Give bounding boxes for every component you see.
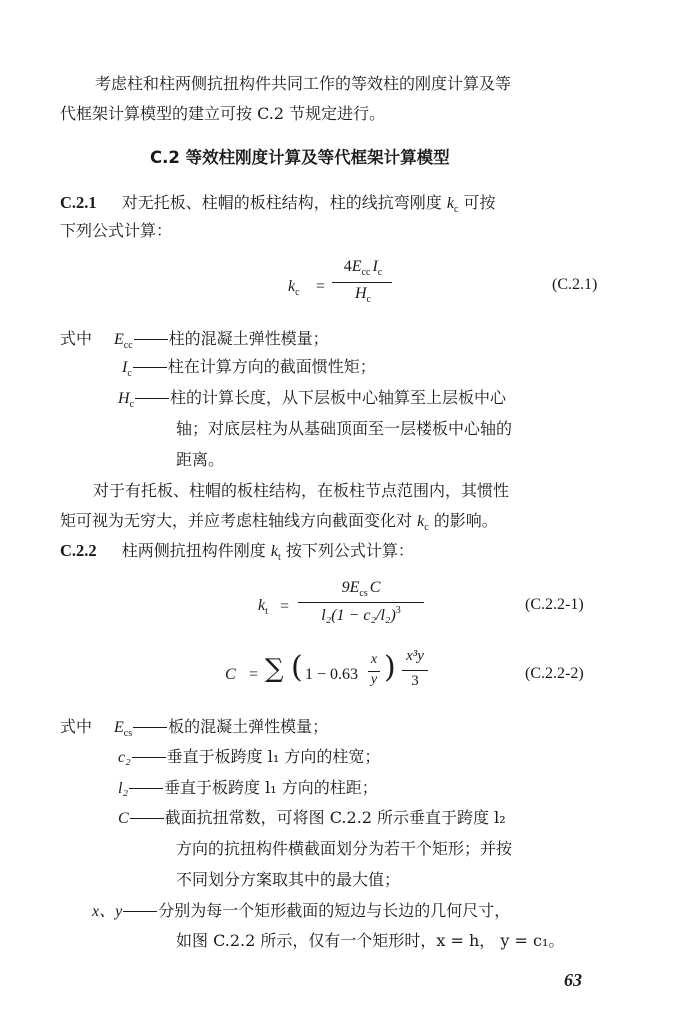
where2-item-xy: x、y 分别为每一个矩形截面的短边与长边的几何尺寸， bbox=[92, 901, 511, 920]
where2-item-l2: l₂ 垂直于板跨度 l₁ 方向的柱距； bbox=[118, 778, 378, 797]
eq2-numerator: $9E_{cs}$ C bbox=[341, 579, 381, 599]
clause-c21-number: C.2.1 bbox=[60, 193, 97, 212]
where2-c-cont-1: 方向的抗扭构件横截面划分为若干个矩形；并按 bbox=[176, 839, 513, 858]
eq2-fraction-bar bbox=[298, 602, 424, 603]
eq1-tag: (C.2.1) bbox=[552, 276, 598, 293]
eq3-rhs-numerator: x³y bbox=[406, 648, 424, 664]
where2-item-c2: c₂ 垂直于板跨度 l₁ 方向的柱宽； bbox=[118, 747, 381, 766]
where1-item-ic: $I_c$ 柱在计算方向的截面惯性矩； bbox=[122, 357, 376, 379]
section-title: C.2 等效柱刚度计算及等代框架计算模型 bbox=[150, 148, 450, 167]
eq3-equals: = bbox=[249, 666, 259, 683]
eq1-fraction-bar bbox=[332, 282, 392, 283]
where1-item-hc: $H_c$ 柱的计算长度，从下层板中心轴算至上层板中心 bbox=[118, 388, 507, 410]
eq1-denominator: $H_c$ bbox=[354, 285, 371, 305]
intro-line-2: 代框架计算模型的建立可按 C.2 节规定进行。 bbox=[60, 104, 386, 123]
where2-label: 式中 bbox=[60, 717, 93, 736]
eq2-tag: (C.2.2-1) bbox=[525, 596, 584, 613]
clause-c21-text: 对无托板、柱帽的板柱结构，柱的线抗弯刚度 bbox=[121, 193, 442, 212]
eq3-inner-numerator: x bbox=[370, 652, 378, 667]
eq3-rhs-denominator: 3 bbox=[411, 673, 419, 689]
clause-c22: C.2.2 柱两侧抗扭构件刚度 $k_t$ 按下列公式计算： bbox=[60, 541, 414, 563]
eq1-lhs: $k_c$ bbox=[288, 278, 300, 298]
clause-c22-number: C.2.2 bbox=[60, 541, 97, 560]
where2-xy-cont: 如图 C.2.2 所示，仅有一个矩形时，x = h， y = c₁。 bbox=[176, 931, 565, 950]
eq1-numerator: $4E_{cc}$ $I_c$ bbox=[343, 258, 383, 278]
para2-line-2: 矩可视为无穷大，并应考虑柱轴线方向截面变化对 $k_c$ 的影响。 bbox=[60, 511, 498, 533]
where1-label: 式中 bbox=[60, 329, 93, 348]
eq2-lhs: $k_t$ bbox=[258, 597, 268, 617]
where2-item-c: C 截面抗扭常数，可将图 C.2.2 所示垂直于跨度 l₂ bbox=[118, 808, 506, 827]
eq3-tag: (C.2.2-2) bbox=[525, 665, 584, 682]
intro-line-1: 考虑柱和柱两侧抗扭构件共同工作的等效柱的刚度计算及等 bbox=[95, 74, 512, 93]
eq3-left-paren: ( bbox=[291, 650, 303, 685]
eq2-denominator: $l_2(1 - c_2/l_2)^3$ bbox=[321, 605, 401, 624]
eq3-inner-term: 1 − 0.63 bbox=[305, 666, 359, 683]
para2-line-1: 对于有托板、柱帽的板柱结构，在板柱节点范围内，其惯性 bbox=[93, 481, 510, 500]
where2-c-cont-2: 不同划分方案取其中的最大值； bbox=[176, 870, 401, 889]
eq2-equals: = bbox=[280, 598, 290, 615]
clause-c21-line-2: 下列公式计算： bbox=[60, 221, 173, 240]
where1-hc-cont-2: 距离。 bbox=[176, 450, 225, 469]
clause-c21-text-end: 可按 bbox=[463, 193, 496, 212]
eq1-equals: = bbox=[316, 278, 326, 295]
eq3-lhs: C bbox=[225, 666, 236, 683]
clause-c21-symbol: $k_c$ bbox=[446, 195, 459, 215]
where1-item-ecc: $E_{cc}$ 柱的混凝土弹性模量； bbox=[114, 329, 329, 351]
eq3-sigma: ∑ bbox=[265, 654, 284, 684]
eq3-right-paren: ) bbox=[384, 650, 396, 685]
page-number: 63 bbox=[564, 970, 582, 990]
where1-hc-cont-1: 轴；对底层柱为从基础顶面至一层楼板中心轴的 bbox=[176, 419, 513, 438]
eq3-inner-denominator: y bbox=[370, 672, 378, 687]
eq3-rhs-bar bbox=[402, 670, 428, 671]
where2-item-ecs: $E_{cs}$ 板的混凝土弹性模量； bbox=[114, 717, 329, 739]
clause-c21-line-1 bbox=[60, 193, 496, 220]
